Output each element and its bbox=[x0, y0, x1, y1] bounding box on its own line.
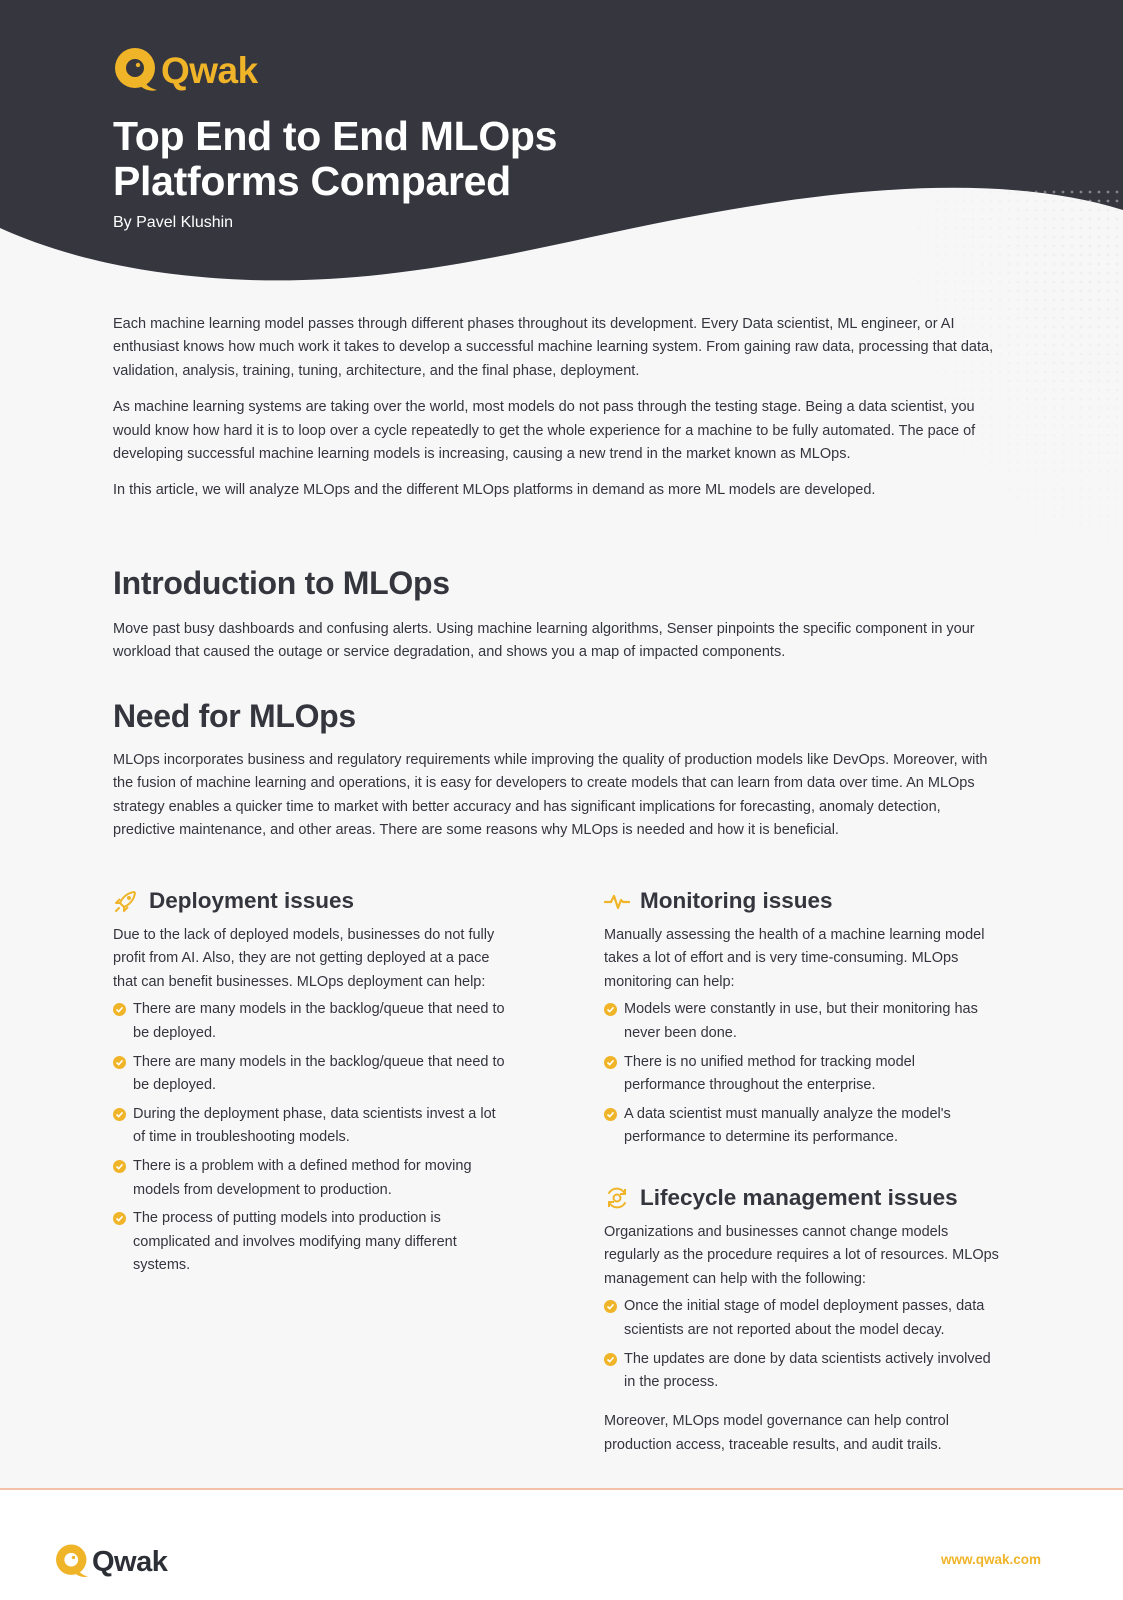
check-circle-icon bbox=[604, 1056, 617, 1069]
intro-section bbox=[113, 313, 1006, 516]
subsection-heading bbox=[113, 888, 508, 914]
subsection-body: Organizations and businesses cannot change models regularly as the procedure requires a lot of resources. MLOps management can help with the following: bbox=[604, 1224, 999, 1287]
brand-logo bbox=[113, 46, 258, 96]
list-item-text: The process of putting models into production is complicated and involves modifying many different systems. bbox=[133, 1210, 457, 1274]
list-item-text: There are many models in the backlog/queue that need to be deployed. bbox=[133, 1001, 505, 1041]
deployment-issues-block bbox=[113, 888, 508, 1283]
section-heading: Need for MLOps bbox=[113, 698, 356, 734]
title-line-2: Platforms Compared bbox=[113, 158, 511, 204]
section-body: MLOps incorporates business and regulatory requirements while improving the quality of production models like DevOps. Moreover, with the fusion of machine learning and operations, it is easy for developers to create models that can learn from data over time. An MLOps strategy enables a quicker time to market with better accuracy and has significant implications for forecasting, anomaly detection, predictive maintenance, and other areas. There are some reasons why MLOps is needed and how it is beneficial. bbox=[113, 752, 988, 839]
need-section bbox=[113, 698, 1006, 843]
list-item bbox=[604, 1103, 999, 1150]
intro-paragraph: Each machine learning model passes through different phases throughout its development. Every Data scientist, ML engineer, or AI enthusiast knows how much work it takes to develop a successful machine learning system. From gaining raw data, processing that data, validation, analysis, training, tuning, architecture, and the final phase, deployment. bbox=[113, 316, 994, 379]
list-item-text: A data scientist must manually analyze the model's performance to determine its performance. bbox=[624, 1105, 951, 1146]
subsection-closing-text: Moreover, MLOps model governance can help control production access, traceable results, and audit trails. bbox=[604, 1413, 949, 1453]
list-item bbox=[113, 1207, 508, 1277]
check-circle-icon bbox=[604, 1300, 617, 1313]
footer-website-link[interactable]: www.qwak.com bbox=[940, 1552, 1041, 1567]
list-item-text: The updates are done by data scientists actively involved in the process. bbox=[624, 1350, 991, 1390]
list-item bbox=[604, 998, 999, 1045]
list-item-text: Once the initial stage of model deployment passes, data scientists are not reported about the model decay. bbox=[624, 1298, 985, 1338]
footer-brand-logo bbox=[54, 1543, 167, 1581]
section-body: Move past busy dashboards and confusing alerts. Using machine learning algorithms, Senser pinpoints the specific component in your workload that caused the outage or service degradation, and shows you a map of impacted components. bbox=[113, 621, 975, 661]
list-item bbox=[113, 998, 508, 1045]
check-circle-icon bbox=[113, 1056, 126, 1069]
list-item bbox=[113, 1155, 508, 1202]
check-circle-icon bbox=[113, 1160, 126, 1173]
subsection-heading-label: Monitoring issues bbox=[640, 888, 833, 913]
duck-logo-icon bbox=[54, 1543, 90, 1581]
list-item-text: There are many models in the backlog/queue that need to be deployed. bbox=[133, 1053, 505, 1093]
intro-paragraph: As machine learning systems are taking over the world, most models do not pass through the testing stage. Being a data scientist, you would know how hard it is to loop over a cycle repeatedly to get the whole experience for a machine to be fully automated. The pace of developing successful machine learning models is increasing, causing a new trend in the market known as MLOps. bbox=[113, 399, 976, 463]
check-circle-icon bbox=[604, 1108, 617, 1121]
lifecycle-list bbox=[604, 1295, 999, 1394]
section-heading: Introduction to MLOps bbox=[113, 565, 450, 601]
subsection-heading-label: Lifecycle management issues bbox=[640, 1185, 958, 1210]
footer-brand-wordmark: Qwak bbox=[92, 1545, 168, 1578]
check-circle-icon bbox=[113, 1108, 126, 1121]
check-circle-icon bbox=[113, 1212, 126, 1225]
cycle-gear-icon bbox=[604, 1185, 630, 1211]
page-footer bbox=[0, 1490, 1123, 1600]
deployment-list bbox=[113, 998, 508, 1277]
list-item-text: Models were constantly in use, but their monitoring has never been done. bbox=[624, 1001, 978, 1041]
duck-logo-icon bbox=[113, 46, 159, 96]
brand-wordmark: Qwak bbox=[161, 50, 258, 91]
monitoring-list bbox=[604, 998, 999, 1149]
list-item-text: During the deployment phase, data scientists invest a lot of time in troubleshooting models. bbox=[133, 1105, 496, 1146]
subsection-heading bbox=[604, 1185, 999, 1211]
intro-paragraph: In this article, we will analyze MLOps and the different MLOps platforms in demand as more ML models are developed. bbox=[113, 482, 876, 499]
rocket-icon bbox=[113, 888, 139, 914]
introduction-section bbox=[113, 565, 1006, 665]
check-circle-icon bbox=[604, 1353, 617, 1366]
monitoring-issues-block bbox=[604, 888, 999, 1155]
subsection-heading bbox=[604, 888, 999, 914]
subsection-body: Due to the lack of deployed models, businesses do not fully profit from AI. Also, they are not getting deployed at a pace that can benefit businesses. MLOps deployment can help: bbox=[113, 927, 495, 990]
list-item-text: There is a problem with a defined method for moving models from development to production. bbox=[133, 1158, 472, 1198]
list-item bbox=[113, 1051, 508, 1098]
pulse-icon bbox=[604, 888, 630, 914]
list-item bbox=[113, 1103, 508, 1150]
author-byline: By Pavel Klushin bbox=[113, 214, 234, 231]
title-line-1: Top End to End MLOps bbox=[113, 113, 558, 159]
lifecycle-issues-block bbox=[604, 1185, 999, 1457]
subsection-heading-label: Deployment issues bbox=[149, 888, 355, 913]
subsection-body: Manually assessing the health of a machine learning model takes a lot of effort and is very time-consuming. MLOps monitoring can help: bbox=[604, 927, 985, 990]
list-item bbox=[604, 1295, 999, 1342]
list-item-text: There is no unified method for tracking model performance throughout the enterprise. bbox=[624, 1053, 915, 1093]
check-circle-icon bbox=[113, 1003, 126, 1016]
list-item bbox=[604, 1348, 999, 1395]
check-circle-icon bbox=[604, 1003, 617, 1016]
list-item bbox=[604, 1051, 999, 1098]
document-title bbox=[113, 114, 713, 204]
